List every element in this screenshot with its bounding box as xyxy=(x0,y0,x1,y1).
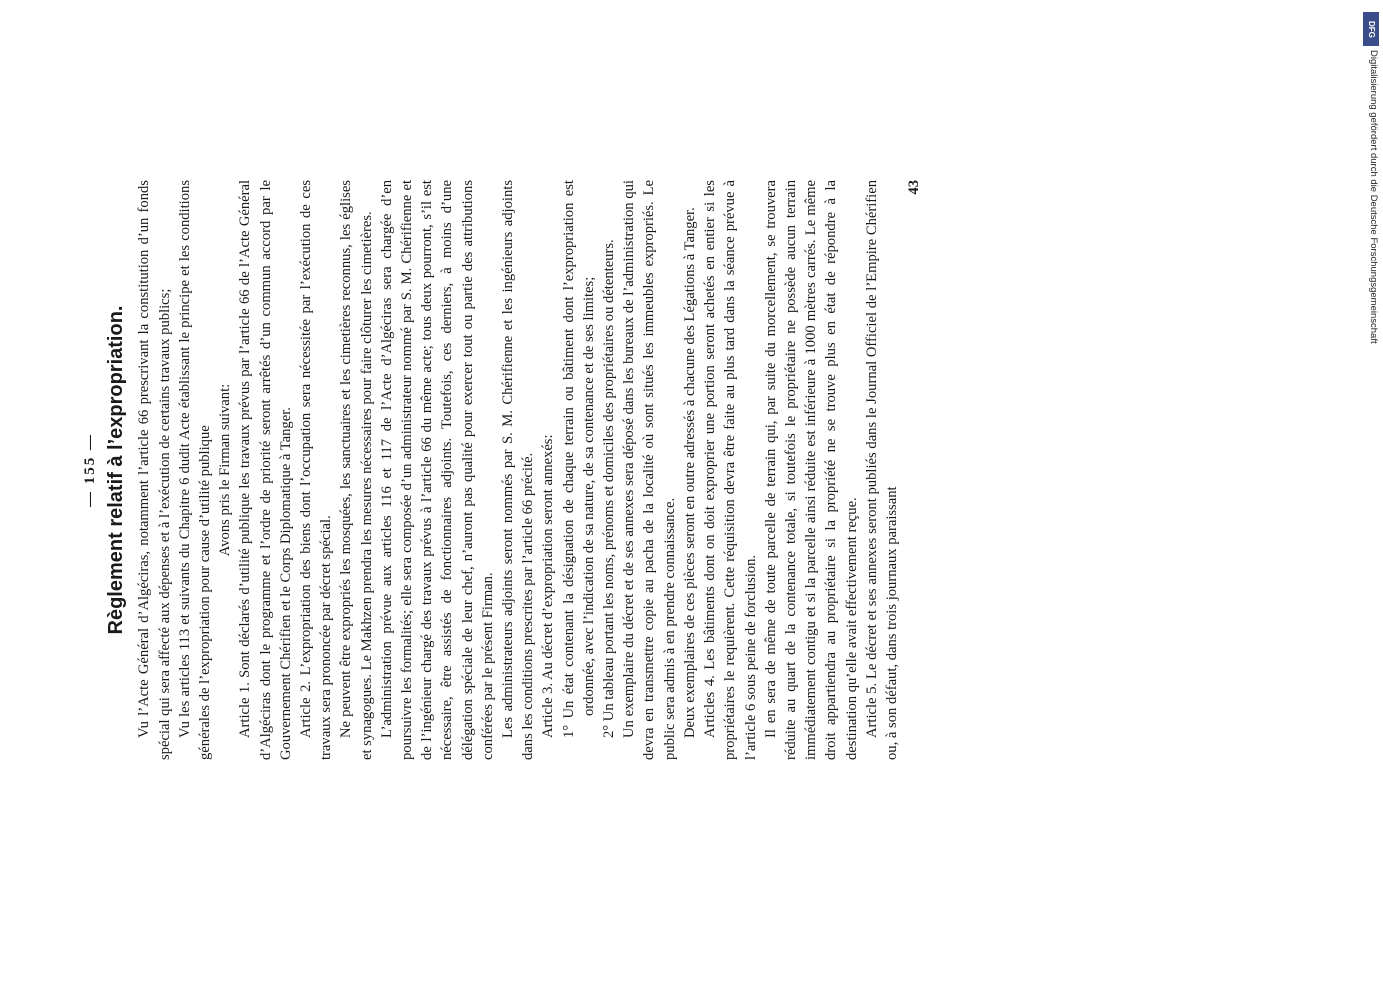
paragraph: Avons pris le Firman suivant: xyxy=(217,383,234,557)
page-number: — 155 — xyxy=(82,433,98,507)
paragraph-article-1: Article 1. Sont déclarés d’utilité publique les travaux prévus par l’article 66 de l’Acte Général d’Algéciras dont le programme et l’ordre de priorité seront arrêtés d’un commun accord par le Gouvernement Chérifien et le Corps Diplomatique à Tanger. xyxy=(237,180,294,760)
list-item: 2° Un tableau portant les noms, prénoms et domiciles des propriétaires ou détenteurs. xyxy=(601,239,618,738)
paragraph: Deux exemplaires de ces pièces seront en outre adressés à chacune des Légations à Tanger. xyxy=(681,207,698,738)
paragraph-article-4: Articles 4. Les bâtiments dont on doit exproprier une portion seront achetés en entier si les propriétaires le requièrent. Cette réquisition devra être faite au plus tard dans la séance prévue à l’article 6 sous peine de forclusion. xyxy=(702,180,759,760)
signature-mark: 43 xyxy=(906,180,923,195)
paragraph: Ne peuvent être expropriés les mosquées, les sanctuaires et les cimetières reconnus, les églises et synagogues. Le Makhzen prendra les mesures nécessaires pour faire clôturer les cimetières. xyxy=(338,180,375,760)
paragraph: Un exemplaire du décret et de ses annexes sera déposé dans les bureaux de l’administration qui devra en transmettre copie au pacha de la localité où sont situés les immeubles expropriés. Le public sera admis à en prendre connaissance. xyxy=(621,180,678,760)
paragraph: L’administration prévue aux articles 116 et 117 de l’Acte d’Algéciras sera chargée d’en poursuivre les formalités; elle sera composée d’un administrateur nommé par S. M. Chérifienne et de l’ingénieur chargé des travaux prévus à l’article 66 du même acte; tous deux pourront, s’il est nécessaire, être assistés de fonctionnaires adjoints. Toutefois, ces derniers, à moins d’une délégation spéciale de leur chef, n’auront pas qualité pour exercer tout ou partie des attributions conférées par le présent Firman. xyxy=(378,180,496,760)
paragraph: Les administrateurs adjoints seront nommés par S. M. Chérifienne et les ingénieurs adjoints dans les conditions prescrites par l’article 66 précité. xyxy=(500,180,537,760)
paragraph-article-2: Article 2. L’expropriation des biens dont l’occupation sera nécessitée par l’exécution de ces travaux sera prononcée par décret spécial. xyxy=(298,180,335,760)
dfg-notice-text: Digitalisierung gefördert durch die Deutsche Forschungsgemeinschaft xyxy=(1368,50,1379,344)
paragraph-article-5: Article 5. Le décret et ses annexes seront publiés dans le Journal Officiel de l’Empire Chérifien ou, à son défaut, dans trois journaux paraissant xyxy=(863,180,900,760)
paragraph-article-3: Article 3. Au décret d’expropriation seront annexés: xyxy=(540,434,557,738)
paragraph: Vu l’Acte Général d’Algéciras, notamment l’article 66 prescrivant la constitution d’un fonds spécial qui sera affecté aux dépenses et à l’exécution de certains travaux publics; xyxy=(136,180,173,760)
list-item: 1° Un état contenant la désignation de chaque terrain ou bâtiment dont l’expropriation est ordonnée, avec l’indication de sa nature, de sa contenance et de ses limites; xyxy=(560,180,597,738)
dfg-notice xyxy=(1363,10,1379,390)
dfg-logo: DFG xyxy=(1363,12,1379,46)
paragraph: Vu les articles 113 et suivants du Chapitre 6 dudit Acte établissant le principe et les conditions générales de l’expropriation pour cause d’utilité publique xyxy=(176,180,214,760)
document-page xyxy=(80,180,924,760)
paragraph: Il en sera de même de toute parcelle de terrain qui, par suite du morcellement, se trouvera réduite au quart de la contenance totale, si toutefois le propriétaire ne possède aucun terrain immédiatement contigu et si la parcelle ainsi réduite est inférieure à 1000 mètres carrés. Le même droit appartiendra au propriétaire si la propriété ne se trouve plus en état de répondre à la destination qu’elle avait effectivement reçue. xyxy=(762,180,860,760)
page-title: Règlement relatif à l’expropriation. xyxy=(105,305,128,635)
